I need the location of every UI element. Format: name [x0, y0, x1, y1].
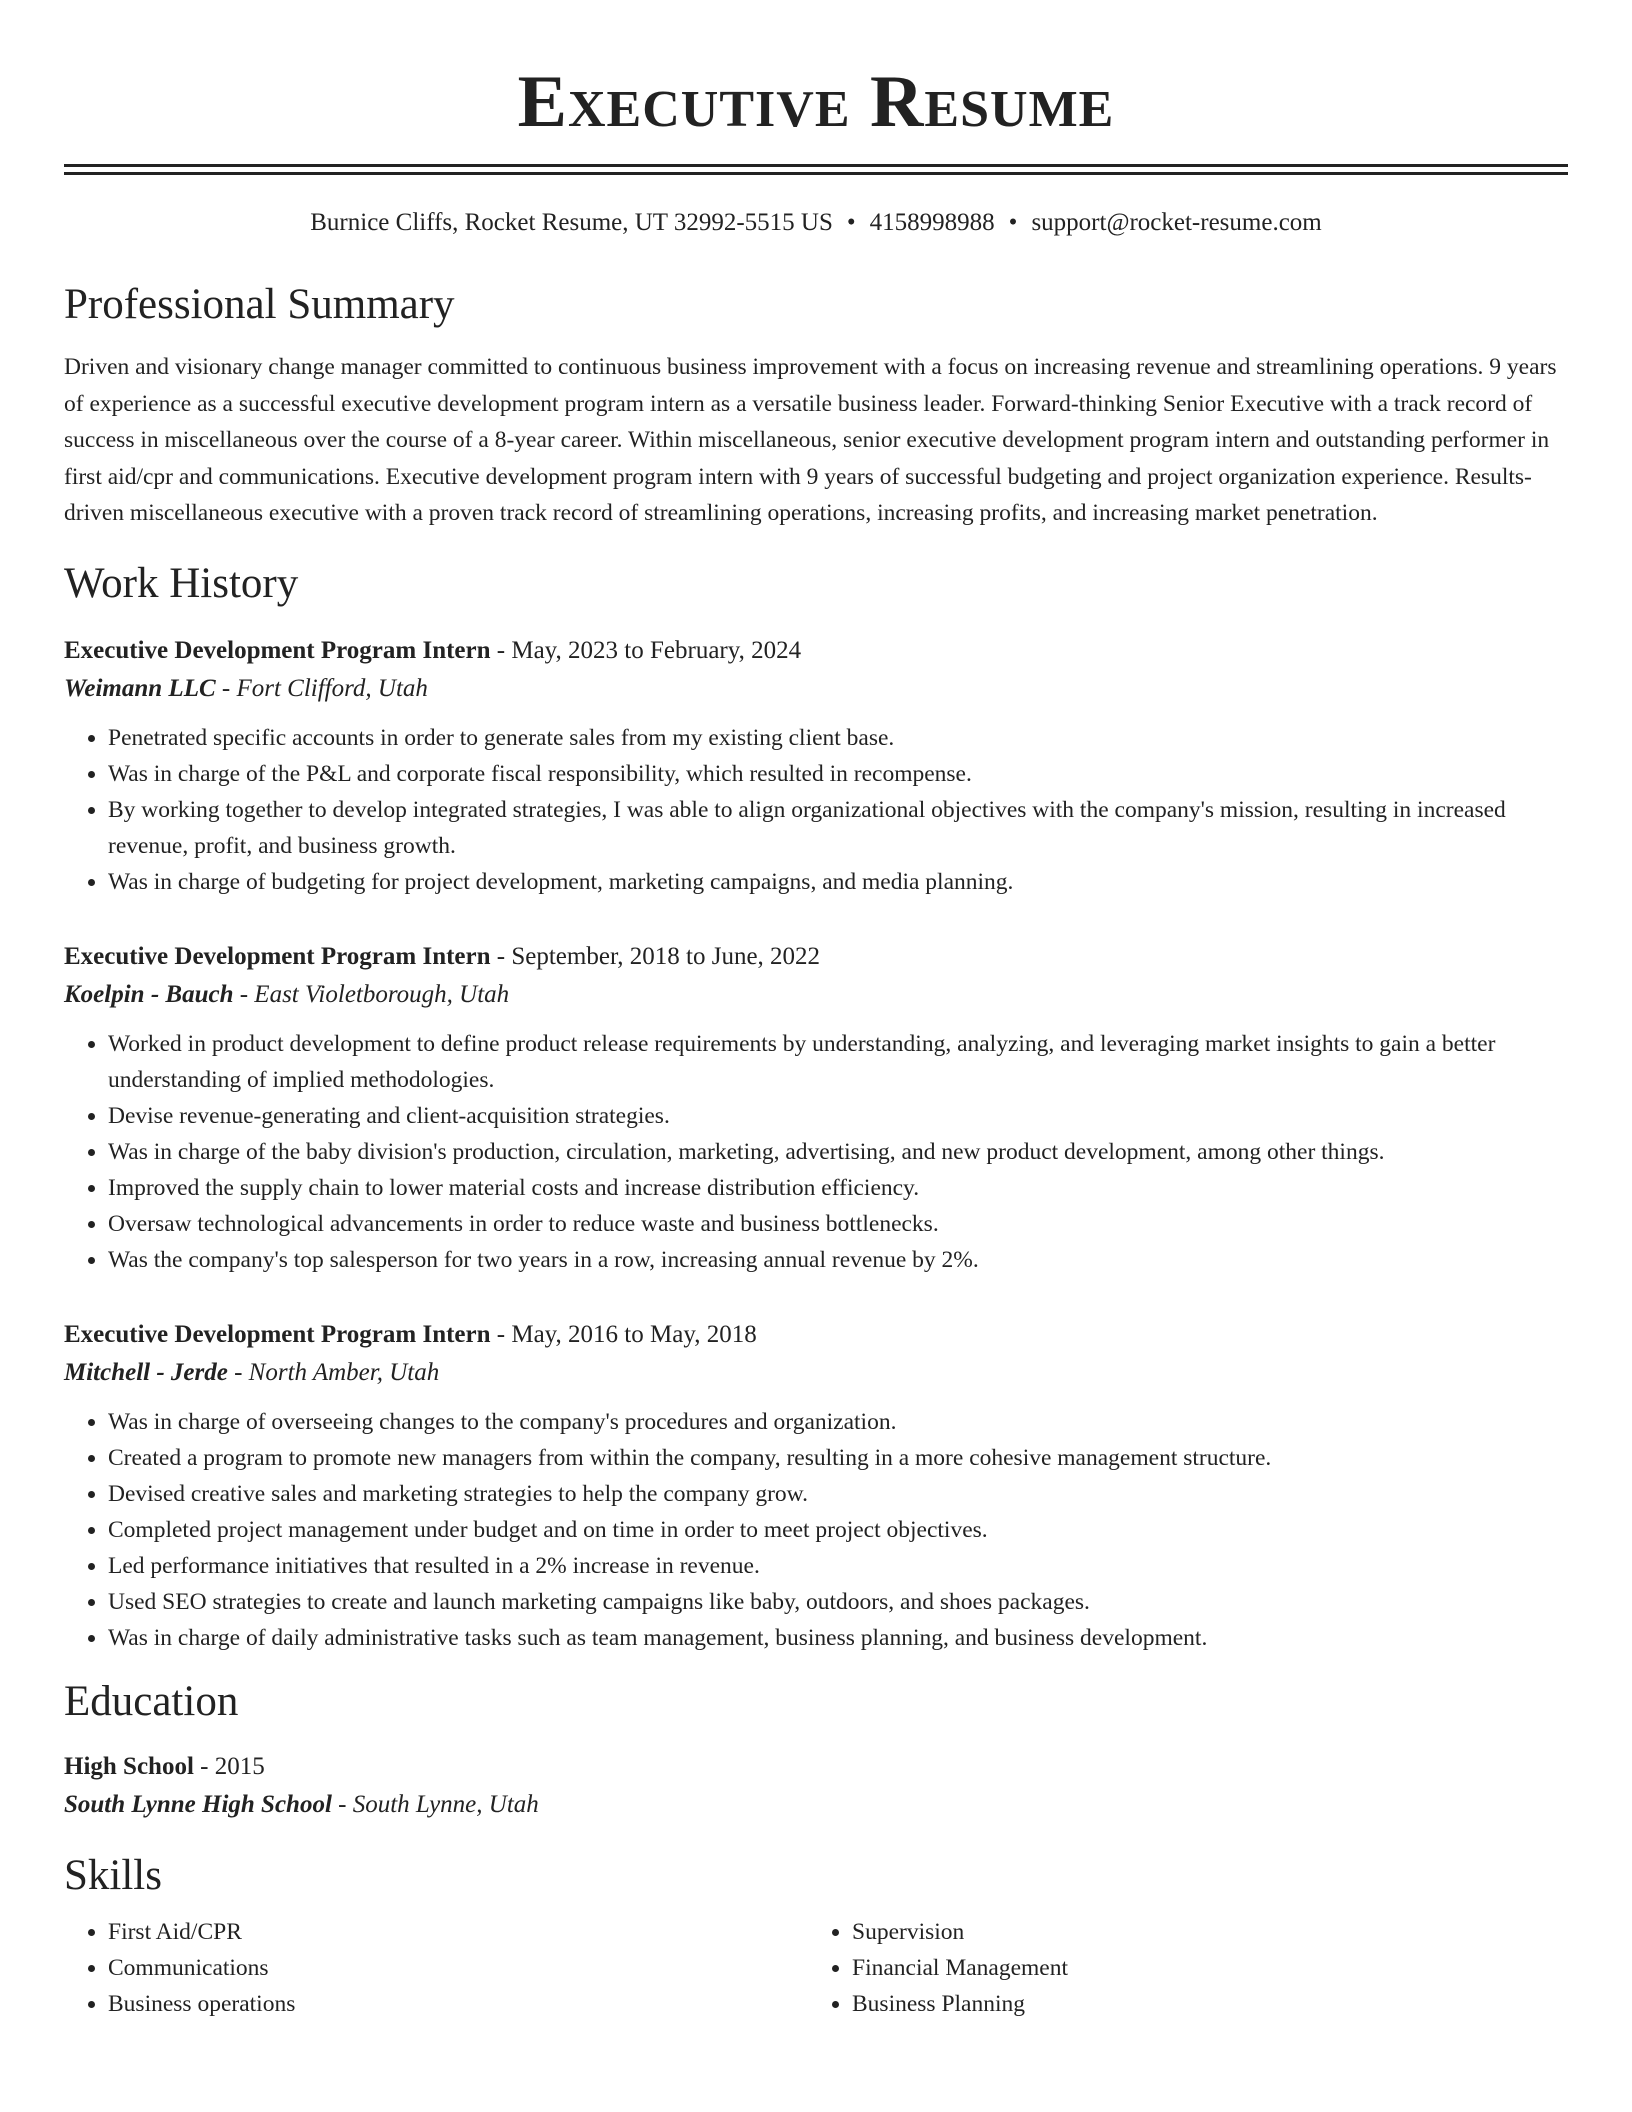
company-name: Koelpin - Bauch: [64, 980, 234, 1008]
degree: High School: [64, 1752, 194, 1780]
school-line: [64, 1786, 1568, 1824]
contact-line: [64, 207, 1568, 239]
skill-item: • Financial Management: [852, 1950, 1552, 1986]
school-name: South Lynne High School: [64, 1790, 332, 1818]
skill-item: • Business operations: [108, 1986, 808, 2022]
list-item: • Was the company's top salesperson for two years in a row, increasing annual revenue by 2%.: [108, 1242, 1568, 1278]
contact-phone: 4158998988: [869, 209, 995, 236]
skill-item: • Business Planning: [852, 1986, 1552, 2022]
list-item: • Created a program to promote new managers from within the company, resulting in a more cohesive management structure.: [108, 1440, 1568, 1476]
job-title: Executive Development Program Intern: [64, 1320, 491, 1348]
list-item: • Penetrated specific accounts in order to generate sales from my existing client base.: [108, 720, 1568, 756]
job-dates: - May, 2023 to February, 2024: [490, 636, 802, 664]
list-item: • Used SEO strategies to create and launch marketing campaigns like baby, outdoors, and shoes packages.: [108, 1584, 1568, 1620]
job-bullets: [64, 1404, 1568, 1656]
list-item: • Worked in product development to define product release requirements by understanding, analyzing, and leveraging market insights to gain a better understanding of implied methodologies.: [108, 1026, 1568, 1098]
job-title: Executive Development Program Intern: [64, 636, 491, 664]
company-location: - Fort Clifford, Utah: [215, 674, 428, 702]
contact-separator: •: [1008, 209, 1018, 236]
education-heading: Education: [64, 1677, 239, 1725]
company-name: Weimann LLC: [64, 674, 216, 702]
summary-heading: Professional Summary: [64, 281, 455, 328]
list-item: • Improved the supply chain to lower material costs and increase distribution efficiency.: [108, 1170, 1568, 1206]
list-item: • Was in charge of budgeting for project development, marketing campaigns, and media planning.: [108, 864, 1568, 900]
job-title-line: [64, 632, 1568, 670]
list-item: • Led performance initiatives that resulted in a 2% increase in revenue.: [108, 1548, 1568, 1584]
company-line: [64, 1354, 1568, 1392]
job-entry: [64, 632, 1568, 900]
skills-list-right: [808, 1914, 1552, 2022]
contact-email: support@rocket-resume.com: [1031, 209, 1322, 236]
work-history-heading: Work History: [64, 559, 299, 607]
company-location: - North Amber, Utah: [227, 1358, 440, 1386]
list-item: • Was in charge of overseeing changes to the company's procedures and organization.: [108, 1404, 1568, 1440]
list-item: • Was in charge of daily administrative tasks such as team management, business planning, and business development.: [108, 1620, 1568, 1656]
list-item: • Was in charge of the baby division's production, circulation, marketing, advertising, and new product development, among other things.: [108, 1134, 1568, 1170]
resume-title: Executive Resume: [517, 61, 1115, 143]
job-title-line: [64, 938, 1568, 976]
title-double-rule: [64, 164, 1568, 175]
summary-text: Driven and visionary change manager committed to continuous business improvement with a focus on increasing revenue and streamlining operations. 9 years of experience as a successful executive development program intern as a versatile business leader. Forward-thinking Senior Executive with a track record of success in miscellaneous over the course of a 8-year career. Within miscellaneous, senior executive development program intern and outstanding performer in first aid/cpr and communications. Executive development program intern with 9 years of successful budgeting and project organization experience. Results-driven miscellaneous executive with a proven track record of streamlining operations, increasing profits, and increasing market penetration.: [64, 354, 1557, 526]
degree-line: [64, 1748, 1568, 1786]
list-item: • Completed project management under budget and on time in order to meet project objectives.: [108, 1512, 1568, 1548]
skills-list-left: [64, 1914, 808, 2022]
company-location: - East Violetborough, Utah: [233, 980, 510, 1008]
job-title-line: [64, 1316, 1568, 1354]
job-bullets: [64, 720, 1568, 900]
job-title: Executive Development Program Intern: [64, 942, 491, 970]
list-item: • Oversaw technological advancements in order to reduce waste and business bottlenecks.: [108, 1206, 1568, 1242]
list-item: • Devise revenue-generating and client-acquisition strategies.: [108, 1098, 1568, 1134]
job-bullets: [64, 1026, 1568, 1278]
graduation-year: - 2015: [193, 1752, 265, 1780]
skills-heading: Skills: [64, 1851, 162, 1899]
company-line: [64, 670, 1568, 708]
skill-item: • First Aid/CPR: [108, 1914, 808, 1950]
job-entry: [64, 938, 1568, 1278]
job-dates: - May, 2016 to May, 2018: [490, 1320, 757, 1348]
contact-address: Burnice Cliffs, Rocket Resume, UT 32992-5515 US: [310, 209, 833, 236]
job-entry: [64, 1316, 1568, 1656]
company-line: [64, 976, 1568, 1014]
skill-item: • Communications: [108, 1950, 808, 1986]
contact-separator: •: [846, 209, 856, 236]
job-dates: - September, 2018 to June, 2022: [490, 942, 821, 970]
company-name: Mitchell - Jerde: [64, 1358, 228, 1386]
education-entry: [64, 1748, 1568, 1824]
school-location: - South Lynne, Utah: [331, 1790, 539, 1818]
skills-columns: [64, 1914, 1568, 2022]
list-item: • By working together to develop integrated strategies, I was able to align organizational objectives with the company's mission, resulting in increased revenue, profit, and business growth.: [108, 792, 1568, 864]
list-item: • Devised creative sales and marketing strategies to help the company grow.: [108, 1476, 1568, 1512]
list-item: • Was in charge of the P&L and corporate fiscal responsibility, which resulted in recompense.: [108, 756, 1568, 792]
skill-item: • Supervision: [852, 1914, 1552, 1950]
